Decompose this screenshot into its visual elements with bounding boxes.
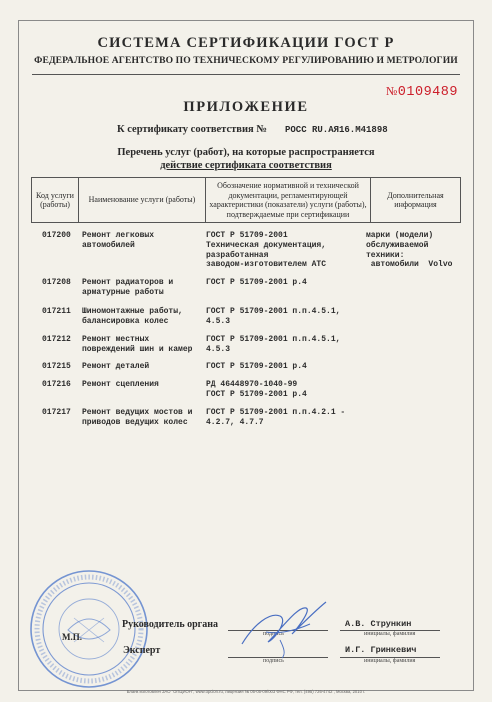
row-code: 017211 <box>42 307 71 316</box>
col-add-header: Дополнительная информация <box>371 178 461 223</box>
page-title: ПРИЛОЖЕНИЕ <box>183 99 309 115</box>
expert-name: И.Г. Гринкевич <box>345 645 417 655</box>
list-title: Перечень услуг (работ), на которые распространяется действие сертификата соответствия <box>117 147 375 171</box>
expert-label: Эксперт <box>123 645 161 656</box>
row-name: Шиномонтажные работы, балансировка колес <box>82 307 183 326</box>
row-name: Ремонт легковых автомобилей <box>82 231 155 250</box>
row-doc: ГОСТ Р 51709-2001 р.4 <box>206 278 307 287</box>
head-label: Руководитель органа <box>122 619 218 630</box>
services-table-header <box>31 177 461 223</box>
row-name: Ремонт сцепления <box>82 380 159 389</box>
head-signature-caption: подпись <box>263 631 284 637</box>
head-name-caption: инициалы, фамилия <box>364 631 416 637</box>
row-doc: ГОСТ Р 51709-2001 п.п.4.5.1, 4.5.3 <box>206 307 341 326</box>
certificate-label: К сертификату соответствия № <box>117 124 267 135</box>
row-name: Ремонт радиаторов и арматурные работы <box>82 278 174 297</box>
row-additional: марки (модели) обслуживаемой техники: автомобили Volvo <box>366 231 453 270</box>
row-name: Ремонт местных повреждений шин и камер <box>82 335 193 354</box>
row-code: 017212 <box>42 335 71 344</box>
form-footer: Бланк изготовлен ЗАО "ОПЦИОН", www.opcion.ru, лицензия № 05-05-09/003 ФНС РФ, тел. (495) 726-4742 , Москва, 2010 г. <box>126 689 366 694</box>
row-code: 017200 <box>42 231 71 240</box>
row-doc: ГОСТ Р 51709-2001 Техническая документация, разработанная заводом-изготовителем АТС <box>206 231 327 270</box>
handwritten-signature <box>236 594 332 660</box>
certificate-number: РОСС RU.АЯ16.М41898 <box>285 125 388 135</box>
header-divider <box>32 74 460 75</box>
row-doc: ГОСТ Р 51709-2001 п.п.4.5.1, 4.5.3 <box>206 335 341 354</box>
row-code: 017215 <box>42 362 71 371</box>
stamp-place-mark: М.П. <box>62 632 82 642</box>
row-doc: РД 46448970-1040-99 ГОСТ Р 51709-2001 р.4 <box>206 380 307 399</box>
system-heading: СИСТЕМА СЕРТИФИКАЦИИ ГОСТ Р <box>97 35 395 51</box>
row-code: 017217 <box>42 408 71 417</box>
head-name: А.В. Стрункин <box>345 619 412 629</box>
row-name: Ремонт ведущих мостов и приводов ведущих колес <box>82 408 193 427</box>
expert-signature-caption: подпись <box>263 658 284 664</box>
agency-heading: ФЕДЕРАЛЬНОЕ АГЕНТСТВО ПО ТЕХНИЧЕСКОМУ РЕГУЛИРОВАНИЮ И МЕТРОЛОГИИ <box>34 55 458 66</box>
row-name: Ремонт деталей <box>82 362 150 371</box>
row-code: 017208 <box>42 278 71 287</box>
expert-name-caption: инициалы, фамилия <box>364 658 416 664</box>
col-code-header: Код услуги (работы) <box>32 178 79 223</box>
col-doc-header: Обозначение нормативной и технической документации, регламентирующей характеристики (показатели) услуги (работы), подтверждаемые при сертификации <box>206 178 371 223</box>
row-doc: ГОСТ Р 51709-2001 р.4 <box>206 362 307 371</box>
row-code: 017216 <box>42 380 71 389</box>
form-number: №0109489 <box>385 84 458 100</box>
row-doc: ГОСТ Р 51709-2001 п.п.4.2.1 - 4.2.7, 4.7.7 <box>206 408 346 427</box>
col-name-header: Наименование услуги (работы) <box>79 178 206 223</box>
